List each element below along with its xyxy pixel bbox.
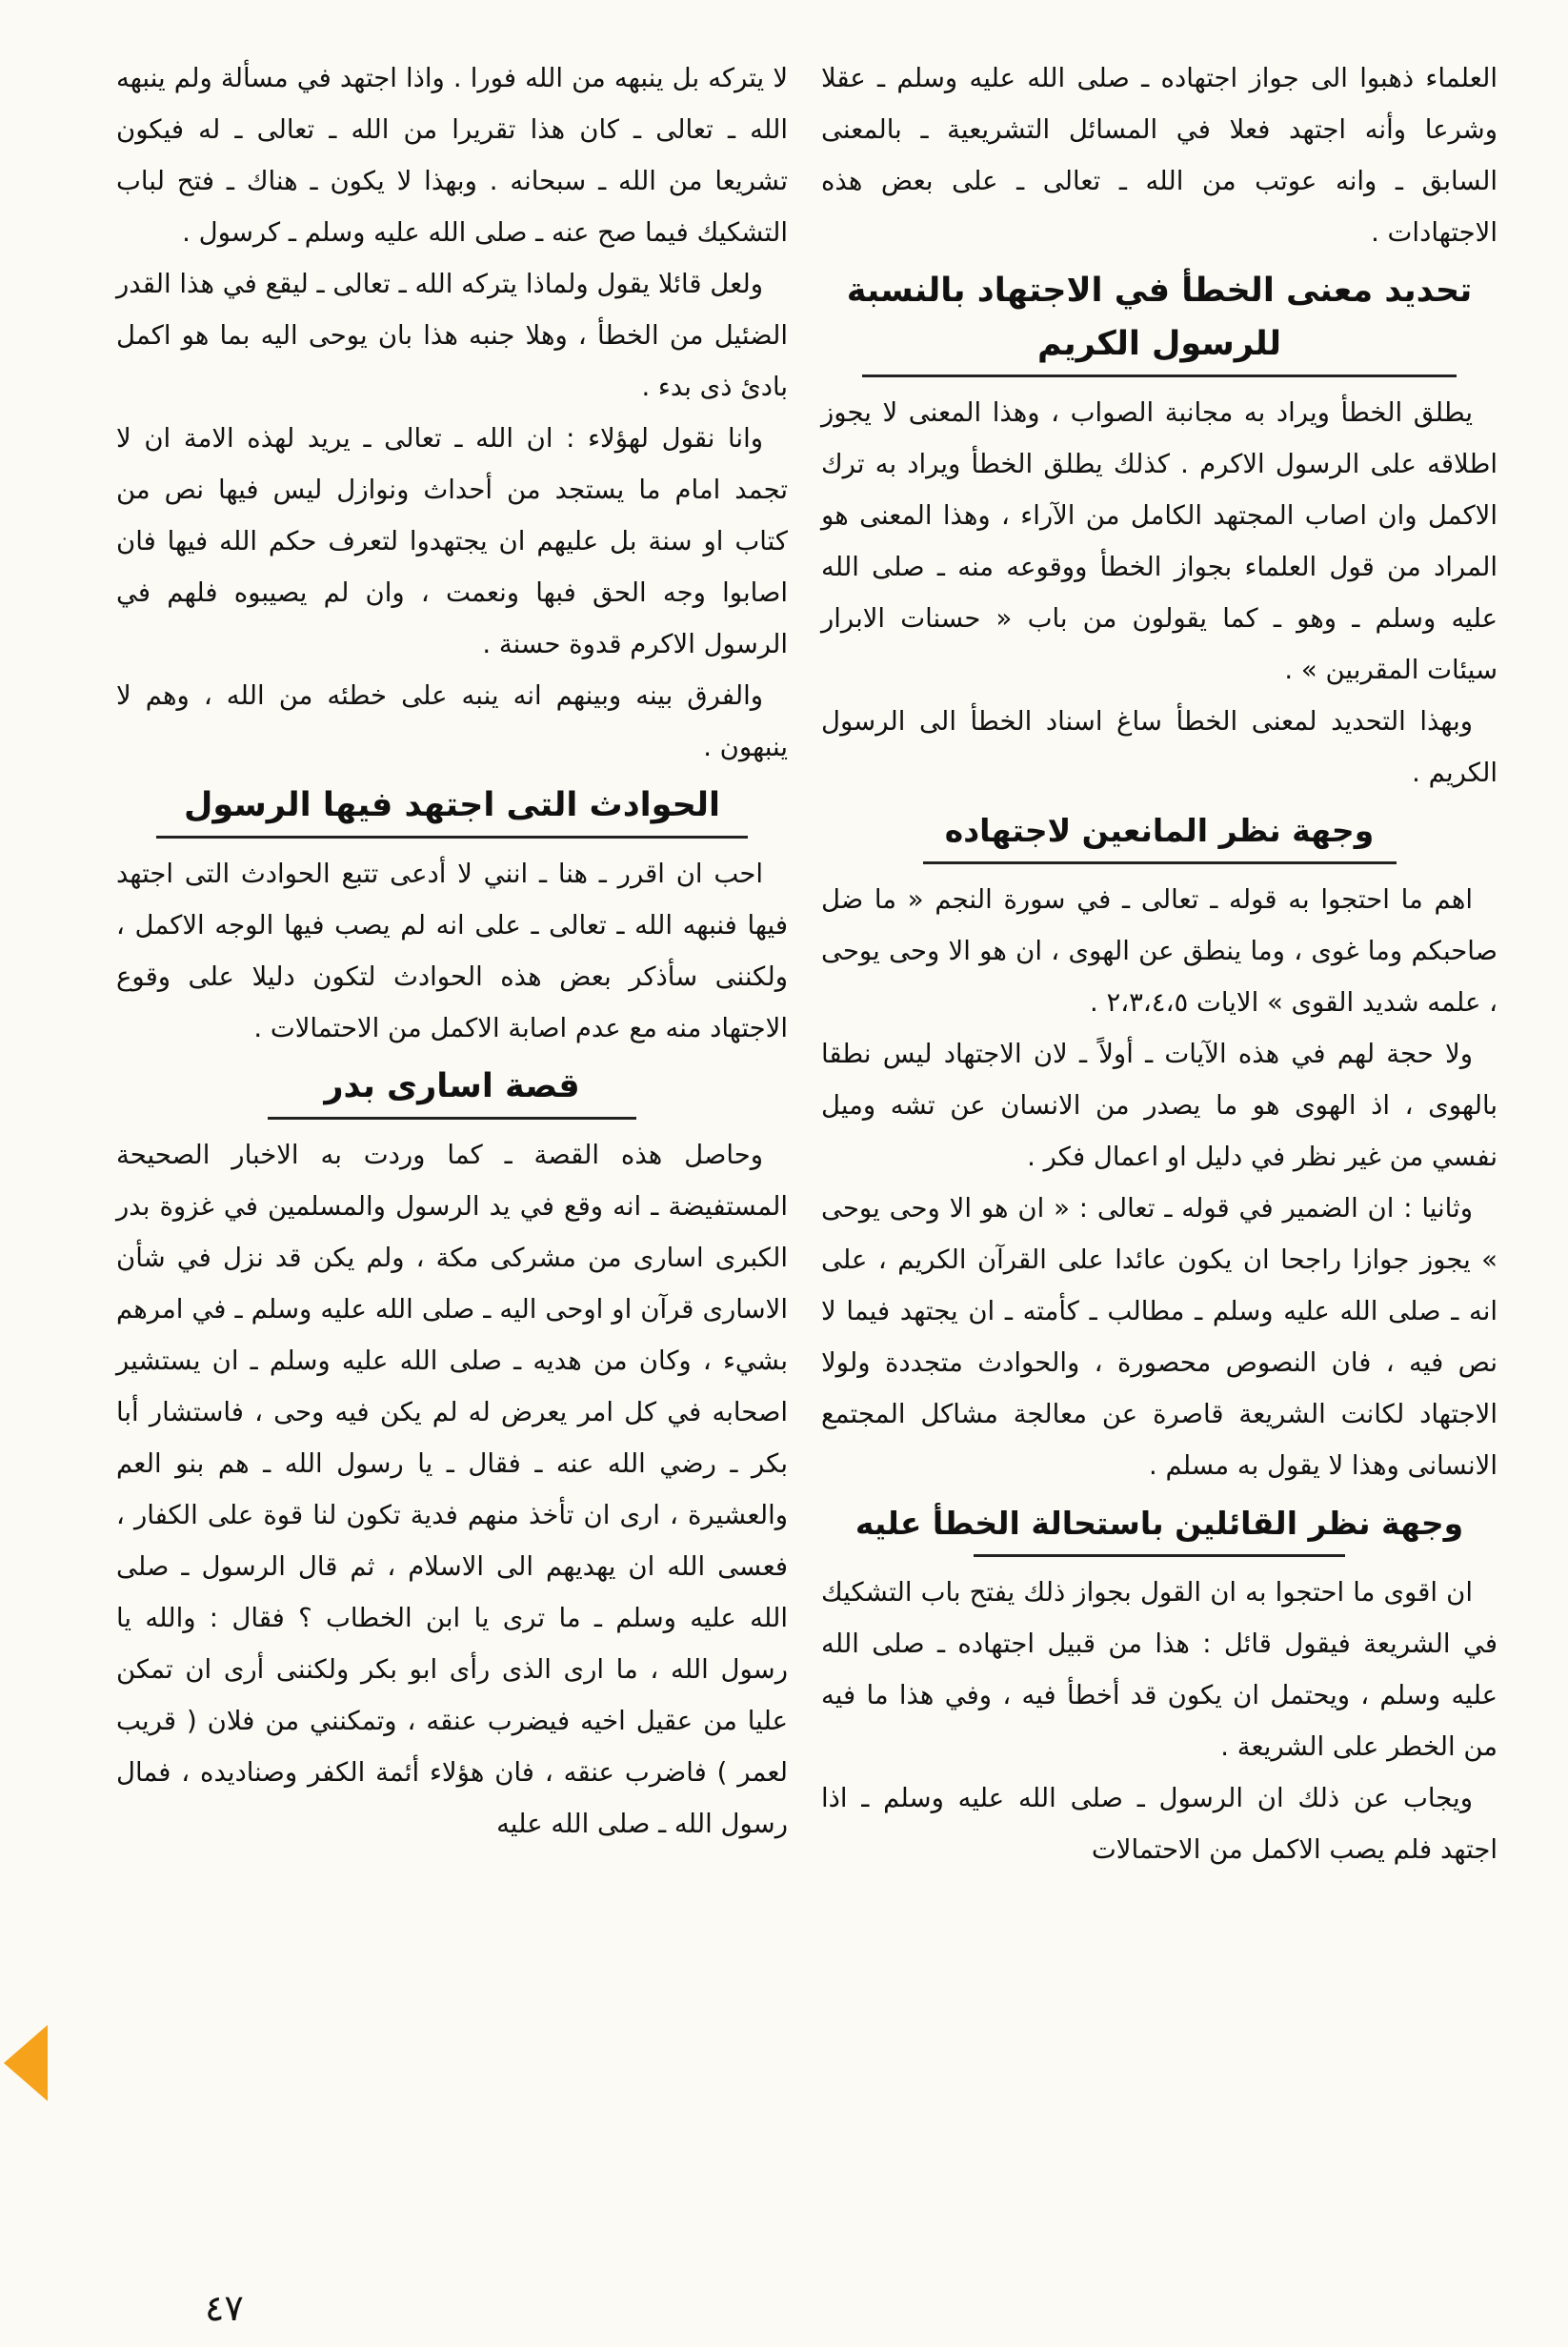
heading-text: وجهة نظر القائلين باستحالة الخطأ عليه [854, 1505, 1464, 1542]
paragraph: لا يتركه بل ينبهه من الله فورا . واذا اجتهد في مسألة ولم ينبهه الله ـ تعالى ـ كان هذا تقريرا من الله ـ تعالى ـ له فيكون تشريعا من الله ـ سبحانه . وبهذا لا يكون ـ هناك ـ فتح لباب التشكيك فيما صح عنه ـ صلى الله عليه وسلم ـ كرسول . [116, 63, 788, 248]
section-heading [821, 1497, 1498, 1557]
paragraph: ان اقوى ما احتجوا به ان القول بجواز ذلك يفتح باب التشكيك في الشريعة فيقول قائل : هذا من قبيل اجتهاده ـ صلى الله عليه وسلم ، ويحتمل ان يكون قد أخطأ فيه ، وفي هذا ما فيه من الخطر على الشريعة . [821, 1577, 1498, 1762]
left-column [116, 52, 788, 1850]
paragraph: ويجاب عن ذلك ان الرسول ـ صلى الله عليه وسلم ـ اذا اجتهد فلم يصب الاكمل من الاحتمالات [821, 1783, 1498, 1865]
heading-underline [268, 1117, 637, 1120]
paragraph: ولا حجة لهم في هذه الآيات ـ أولاً ـ لان الاجتهاد ليس نطقا بالهوى ، اذ الهوى هو ما يصدر من الانسان عن تشه وميل نفسي من غير نظر في دليل او اعمال فكر . [821, 1039, 1498, 1172]
heading-underline [156, 836, 747, 839]
section-heading [116, 1060, 788, 1120]
heading-text: وجهة نظر المانعين لاجتهاده [944, 812, 1375, 849]
section-heading [821, 264, 1498, 377]
right-column [821, 52, 1498, 1875]
page-tab-marker[interactable] [4, 2025, 48, 2101]
paragraph: ولعل قائلا يقول ولماذا يتركه الله ـ تعالى ـ ليقع في هذا القدر الضئيل من الخطأ ، وهلا جنبه هذا بان يوحى اليه بما هو اكمل بادئ ذى بدء . [116, 269, 788, 402]
heading-underline [862, 374, 1457, 377]
section-heading [116, 779, 788, 839]
heading-text: قصة اسارى بدر [324, 1067, 580, 1105]
page-number: ٤٧ [205, 2287, 244, 2329]
heading-text: الحوادث التى اجتهد فيها الرسول [184, 786, 720, 824]
paragraph: والفرق بينه وبينهم انه ينبه على خطئه من الله ، وهم لا ينبهون . [116, 680, 788, 762]
heading-text: تحديد معنى الخطأ في الاجتهاد بالنسبة للرسول الكريم [846, 272, 1473, 363]
heading-underline [923, 861, 1397, 864]
paragraph: اهم ما احتجوا به قوله ـ تعالى ـ في سورة النجم « ما ضل صاحبكم وما غوى ، وما ينطق عن الهوى ، ان هو الا وحى يوحى ، علمه شديد القوى » الايات ٢،٣،٤،٥ . [821, 884, 1498, 1018]
paragraph: يطلق الخطأ ويراد به مجانبة الصواب ، وهذا المعنى لا يجوز اطلاقه على الرسول الاكرم . كذلك يطلق الخطأ ويراد به ترك الاكمل وان اصاب المجتهد الكامل من الآراء ، وهذا المعنى هو المراد من قول العلماء بجواز الخطأ ووقوعه منه ـ صلى الله عليه وسلم ـ وهو ـ كما يقولون من باب « حسنات الابرار سيئات المقربين » . [821, 397, 1498, 685]
heading-underline [974, 1554, 1346, 1557]
paragraph: العلماء ذهبوا الى جواز اجتهاده ـ صلى الله عليه وسلم ـ عقلا وشرعا وأنه اجتهد فعلا في المسائل التشريعية ـ بالمعنى السابق ـ وانه عوتب من الله ـ تعالى ـ على بعض هذه الاجتهادات . [821, 63, 1498, 248]
paragraph: وثانيا : ان الضمير في قوله ـ تعالى : « ان هو الا وحى يوحى » يجوز جوازا راجحا ان يكون عائدا على القرآن الكريم ، على انه ـ صلى الله عليه وسلم ـ مطالب ـ كأمته ـ ان يجتهد فيما لا نص فيه ، فان النصوص محصورة ، والحوادث متجددة ولولا الاجتهاد لكانت الشريعة قاصرة عن معالجة مشاكل المجتمع الانسانى وهذا لا يقول به مسلم . [821, 1193, 1498, 1481]
paragraph: احب ان اقرر ـ هنا ـ انني لا أدعى تتبع الحوادث التى اجتهد فيها فنبهه الله ـ تعالى ـ على انه لم يصب فيها الوجه الاكمل ، ولكننى سأذكر بعض هذه الحوادث لتكون دليلا على وقوع الاجتهاد منه مع عدم اصابة الاكمل من الاحتمالات . [116, 859, 788, 1043]
section-heading [821, 804, 1498, 864]
paragraph: وانا نقول لهؤلاء : ان الله ـ تعالى ـ يريد لهذه الامة ان لا تجمد امام ما يستجد من أحداث ونوازل ليس فيها نص من كتاب او سنة بل عليهم ان يجتهدوا لتعرف حكم الله فيها فان اصابوا وجه الحق فبها ونعمت ، وان لم يصيبوه فلهم في الرسول الاكرم قدوة حسنة . [116, 423, 788, 659]
paragraph: وبهذا التحديد لمعنى الخطأ ساغ اسناد الخطأ الى الرسول الكريم . [821, 706, 1498, 788]
paragraph: وحاصل هذه القصة ـ كما وردت به الاخبار الصحيحة المستفيضة ـ انه وقع في يد الرسول والمسلمين في غزوة بدر الكبرى اسارى من مشركى مكة ، ولم يكن قد نزل في شأن الاسارى قرآن او اوحى اليه ـ صلى الله عليه وسلم ـ في امرهم بشيء ، وكان من هديه ـ صلى الله عليه وسلم ـ ان يستشير اصحابه في كل امر يعرض له لم يكن فيه وحى ، فاستشار أبا بكر ـ رضي الله عنه ـ فقال ـ يا رسول الله ـ هم بنو العم والعشيرة ، ارى ان تأخذ منهم فدية تكون لنا قوة على الكفار ، فعسى الله ان يهديهم الى الاسلام ، ثم قال الرسول ـ صلى الله عليه وسلم ـ ما ترى يا ابن الخطاب ؟ فقال : والله يا رسول الله ، ما ارى الذى رأى ابو بكر ولكننى أرى ان تمكن عليا من عقيل اخيه فيضرب عنقه ، وتمكنني من فلان ( قريب لعمر ) فاضرب عنقه ، فان هؤلاء أئمة الكفر وصناديده ، فمال رسول الله ـ صلى الله عليه [116, 1140, 788, 1839]
